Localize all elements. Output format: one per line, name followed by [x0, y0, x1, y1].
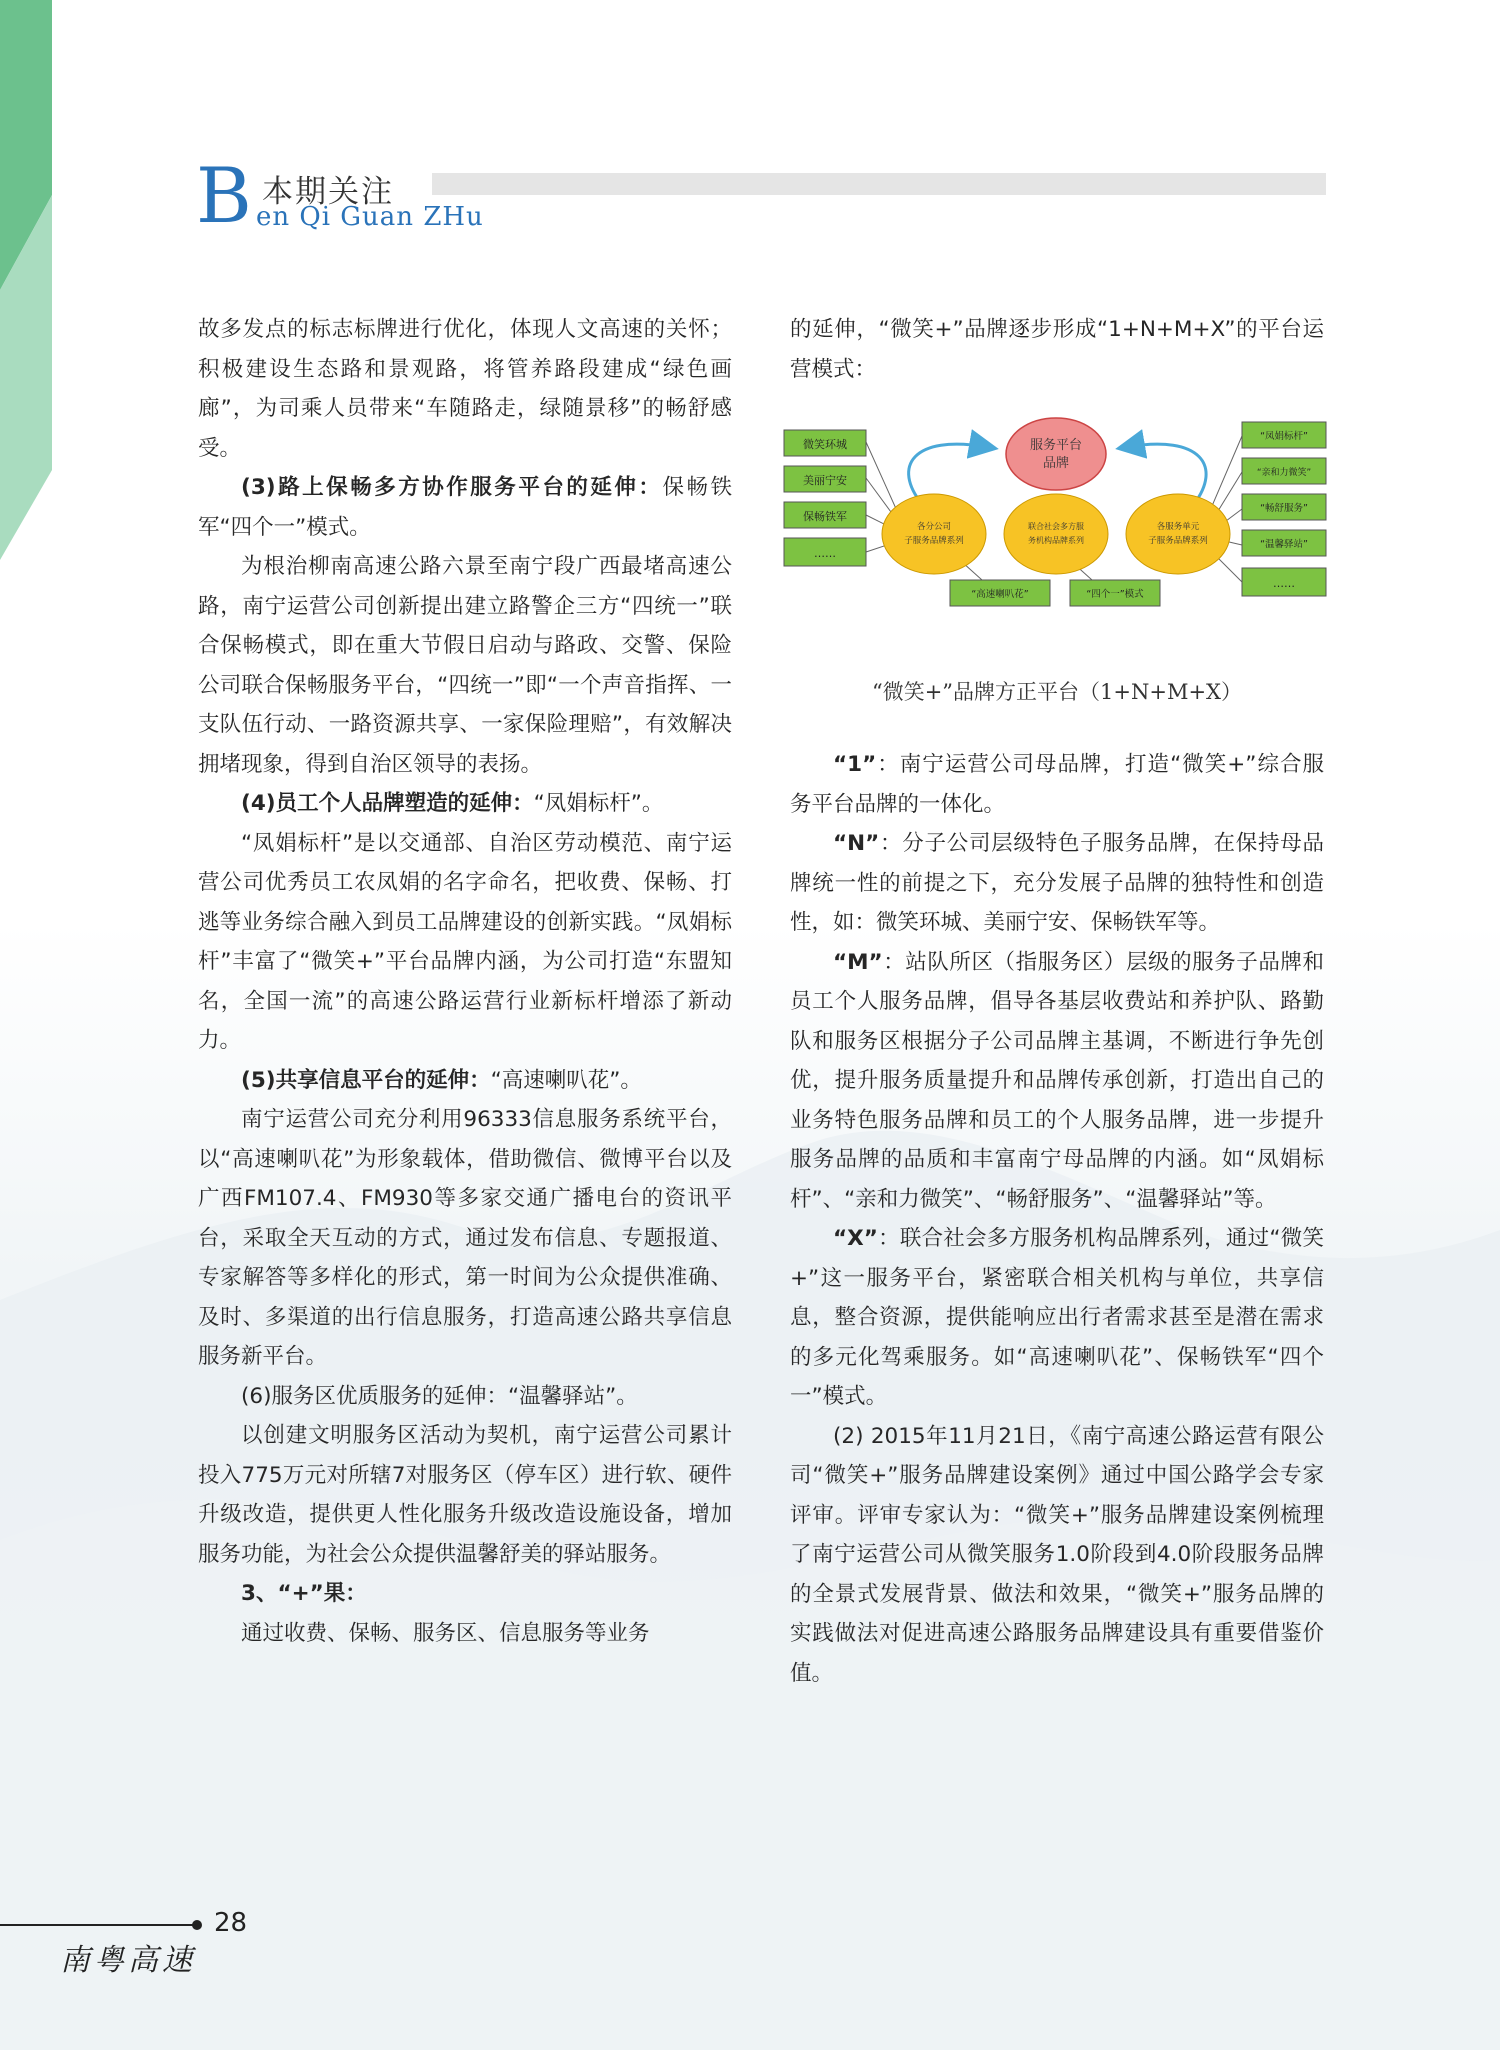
svg-text:各服务单元: 各服务单元: [1156, 522, 1200, 532]
paragraph: (2) 2015年11月21日，《南宁高速公路运营有限公司“微笑+”服务品牌建设案例》通过中国公路学会专家评审。评审专家认为：“微笑+”服务品牌建设案例梳理了南宁运营公司从微笑服务1.0阶段到4.0阶段服务品牌的全景式发展背景、做法和效果，“微笑+”服务品牌的实践做法对促进高速公路服务品牌建设具有重要借鉴价值。: [790, 1423, 1324, 1686]
svg-text:联合社会多方服: 联合社会多方服: [1028, 522, 1084, 531]
left-column: [198, 310, 732, 1653]
masthead-bar: [432, 173, 1326, 195]
svg-text:“高速喇叭花”: “高速喇叭花”: [971, 589, 1029, 600]
right-column-intro: [790, 310, 1324, 389]
paragraph: 的延伸，“微笑+”品牌逐步形成“1+N+M+X”的平台运营模式：: [790, 317, 1324, 382]
paragraph: 南宁运营公司充分利用96333信息服务系统平台，以“高速喇叭花”为形象载体，借助微信、微博平台以及广西FM107.4、FM930等多家交通广播电台的资讯平台，采取全天互动的方式，通过发布信息、专题报道、专家解答等多样化的形式，第一时间为公众提供准确、及时、多渠道的出行信息服务，打造高速公路共享信息服务新平台。: [198, 1107, 732, 1369]
svg-text:保畅铁军: 保畅铁军: [803, 510, 847, 523]
svg-text:“凤娟标杆”: “凤娟标杆”: [1260, 431, 1308, 442]
paragraph: (4)员工个人品牌塑造的延伸：“凤娟标杆”。: [241, 791, 664, 816]
page-number: 28: [214, 1908, 248, 1938]
paragraph: (5)共享信息平台的延伸：“高速喇叭花”。: [241, 1067, 642, 1093]
svg-text:品牌: 品牌: [1042, 456, 1070, 471]
svg-text:“温馨驿站”: “温馨驿站”: [1260, 539, 1308, 550]
footer-rule: [0, 1924, 196, 1926]
svg-text:南粤高速: 南粤高速: [60, 1943, 192, 1978]
paragraph: “N”：分子公司层级特色子服务品牌，在保持母品牌统一性的前提之下，充分发展子品牌的独特性和创造性，如：微笑环城、美丽宁安、保畅铁军等。: [790, 831, 1324, 935]
paragraph: “M”：站队所区（指服务区）层级的服务子品牌和员工个人服务品牌，倡导各基层收费站和养护队、路勤队和服务区根据分子公司品牌主基调，不断进行争先创优，提升服务质量提升和品牌传承创新，打造出自己的业务特色服务品牌和员工的个人服务品牌，进一步提升服务品牌的品质和丰富南宁母品牌的内涵。如“凤娟标杆”、“亲和力微笑”、“畅舒服务”、“温馨驿站”等。: [790, 949, 1324, 1212]
masthead-title: 本期关注: [262, 174, 394, 210]
paragraph: 以创建文明服务区活动为契机，南宁运营公司累计投入775万元对所辖7对服务区（停车区）进行软、硬件升级改造，提供更人性化服务升级改造设施设备，增加服务功能，为社会公众提供温馨舒美的驿站服务。: [198, 1423, 732, 1567]
circle-middle: [1004, 494, 1108, 574]
paragraph: “X”：联合社会多方服务机构品牌系列，通过“微笑+”这一服务平台，紧密联合相关机构与单位，共享信息，整合资源，提供能响应出行者需求甚至是潜在需求的多元化驾乘服务。如“高速喇叭花”、保畅铁军“四个一”模式。: [790, 1226, 1324, 1409]
masthead-initial: B: [196, 151, 252, 240]
paragraph: “凤娟标杆”是以交通部、自治区劳动模范、南宁运营公司优秀员工农凤娟的名字命名，把收费、保畅、打逃等业务综合融入到员工品牌建设的创新实践。“凤娟标杆”丰富了“微笑+”平台品牌内涵，为公司打造“东盟知名，全国一流”的高速公路运营行业新标杆增添了新动力。: [198, 830, 732, 1053]
svg-text:……: ……: [814, 547, 836, 560]
masthead-pinyin: en Qi Guan ZHu: [256, 202, 484, 232]
right-column: [790, 745, 1324, 1693]
svg-text:各分公司: 各分公司: [916, 522, 952, 532]
svg-text:……: ……: [1273, 577, 1295, 590]
center-brand-circle: [1006, 418, 1106, 490]
diagram-caption: “微笑+”品牌方正平台（1+N+M+X）: [871, 680, 1243, 704]
paragraph: “1”：南宁运营公司母品牌，打造“微笑+”综合服务平台品牌的一体化。: [790, 752, 1324, 817]
paragraph: (3)路上保畅多方协作服务平台的延伸：保畅铁军“四个一”模式。: [198, 475, 732, 540]
brand-platform-diagram: [782, 412, 1328, 652]
paragraph: 为根治柳南高速公路六景至南宁段广西最堵高速公路，南宁运营公司创新提出建立路警企三方“四统一”联合保畅模式，即在重大节假日启动与路政、交警、保险公司联合保畅服务平台，“四统一”即“一个声音指挥、一支队伍行动、一路资源共享、一家保险理赔”，有效解决拥堵现象，得到自治区领导的表扬。: [198, 554, 732, 777]
svg-text:“畅舒服务”: “畅舒服务”: [1260, 503, 1308, 514]
svg-text:子服务品牌系列: 子服务品牌系列: [904, 536, 964, 546]
paragraph: (6)服务区优质服务的延伸：“温馨驿站”。: [241, 1383, 638, 1409]
circle-right: [1126, 494, 1230, 574]
right-brand-boxes: [1242, 422, 1326, 596]
publication-logo: [60, 1934, 200, 1984]
paragraph: 3、“+”果：: [241, 1581, 367, 1606]
paragraph: 故多发点的标志标牌进行优化，体现人文高速的关怀；积极建设生态路和景观路，将管养路段建成“绿色画廊”，为司乘人员带来“车随路走，绿随景移”的畅舒感受。: [198, 317, 732, 461]
svg-text:微笑环城: 微笑环城: [803, 438, 847, 451]
svg-text:务机构品牌系列: 务机构品牌系列: [1028, 536, 1084, 545]
svg-text:美丽宁安: 美丽宁安: [803, 474, 847, 487]
svg-text:“四个一”模式: “四个一”模式: [1086, 589, 1144, 600]
svg-text:“亲和力微笑”: “亲和力微笑”: [1256, 468, 1312, 478]
center-brand-label: 服务平台: [1029, 438, 1083, 453]
svg-text:子服务品牌系列: 子服务品牌系列: [1148, 536, 1208, 546]
section-masthead: [196, 151, 1326, 242]
circle-left: [882, 494, 986, 574]
paragraph: 通过收费、保畅、服务区、信息服务等业务: [241, 1620, 650, 1646]
footer-dot: [192, 1920, 202, 1930]
